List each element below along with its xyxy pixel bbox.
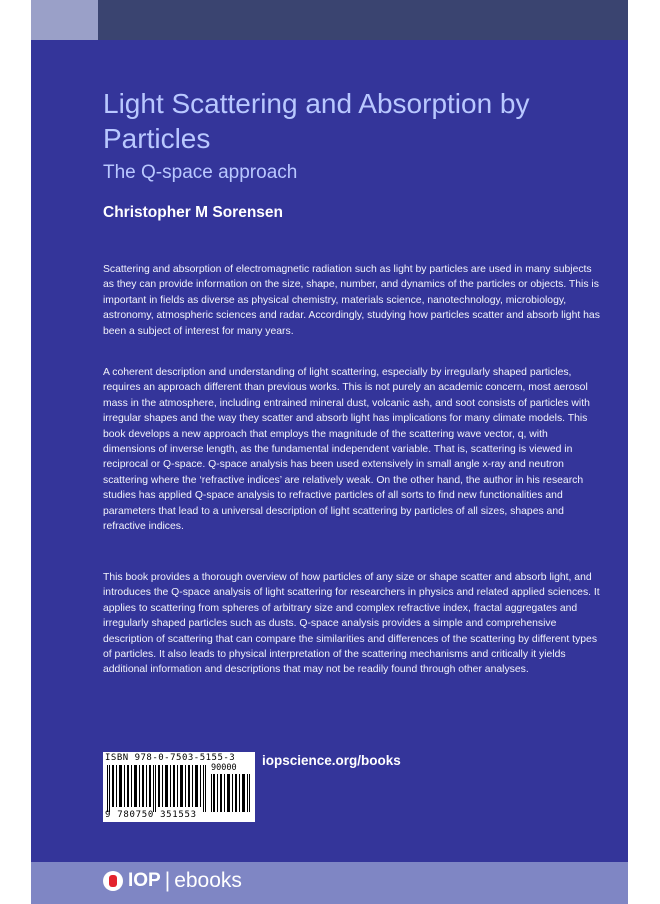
top-bar-dark-block bbox=[98, 0, 628, 40]
description-paragraph-2: A coherent description and understanding of light scattering, especially by irregularly shaped particles, requires an approach different than previous works. This is not purely an academic concern, most aerosol mass in the atmosphere, including entrained mineral dust, volcanic ash, and soot consists of particles with irregular shapes and the way they scatter and absorb light has implications for many climate models. This book develops a new approach that employs the magnitude of the scattering wave vector, q, with dimensions of inverse length, as the fundamental independent variable. That is, scattering is viewed in reciprocal or Q-space. Q-space analysis has been used extensively in small angle x-ray and neutron scattering where the ‘refractive indices’ are relatively weak. On the other hand, the author in his research studies has applied Q-space analysis to refractive particles of all sorts to find new functionalities and parameters that lead to a universal description of light scattering by particles of all sizes, shapes and refractive indices. bbox=[103, 367, 590, 533]
isbn-label: ISBN 978-0-7503-5155-3 bbox=[105, 753, 236, 763]
top-bar-light-block bbox=[31, 0, 98, 40]
logo-iop-text: IOP bbox=[128, 870, 161, 891]
book-title: Light Scattering and Absorption by Particles bbox=[103, 88, 530, 154]
description-paragraph-3: This book provides a thorough overview of how particles of any size or shape scatter and absorb light, and introduces the Q-space analysis of light scattering for researchers in physics and related applied sciences. It applies to scattering from spheres of arbitrary size and complex refractive index, fractal aggregates and irregularly shaped particles such as dusts. Q-space analysis provides a simple and comprehensive description of scattering that can compare the similarities and differences of the scattering by different types of particles. It also leads to physical interpretation of the scattering mechanisms and critically it yields additional information and descriptions that may not be readily found through other analyses. bbox=[103, 572, 600, 676]
publisher-url[interactable]: iopscience.org/books bbox=[262, 753, 401, 768]
description-paragraph-1: Scattering and absorption of electromagnetic radiation such as light by particles are used in many subjects as they can provide information on the size, shape, number, and dynamics of the particles or objects. This is important in fields as diverse as physical chemistry, materials science, nanotechnology, microbiology, astronomy, atmospheric sciences and radar. Accordingly, studying how particles scatter and absorb light has been a subject of interest for many years. bbox=[103, 264, 600, 337]
barcode-bars-icon bbox=[107, 765, 207, 812]
publisher-logo bbox=[103, 868, 242, 894]
barcode-addon-digits: 90000 bbox=[211, 763, 237, 773]
ean-digits: 9 780750 351553 bbox=[105, 810, 197, 820]
book-subtitle: The Q-space approach bbox=[103, 162, 298, 183]
book-back-cover bbox=[31, 0, 628, 904]
top-color-bar bbox=[31, 0, 628, 40]
logo-separator: | bbox=[164, 869, 171, 892]
barcode-addon-bars-icon bbox=[211, 774, 251, 812]
book-author: Christopher M Sorensen bbox=[103, 204, 283, 221]
logo-ebooks-text: ebooks bbox=[174, 869, 242, 892]
isbn-barcode bbox=[103, 752, 255, 822]
iop-logo-icon bbox=[103, 871, 123, 891]
